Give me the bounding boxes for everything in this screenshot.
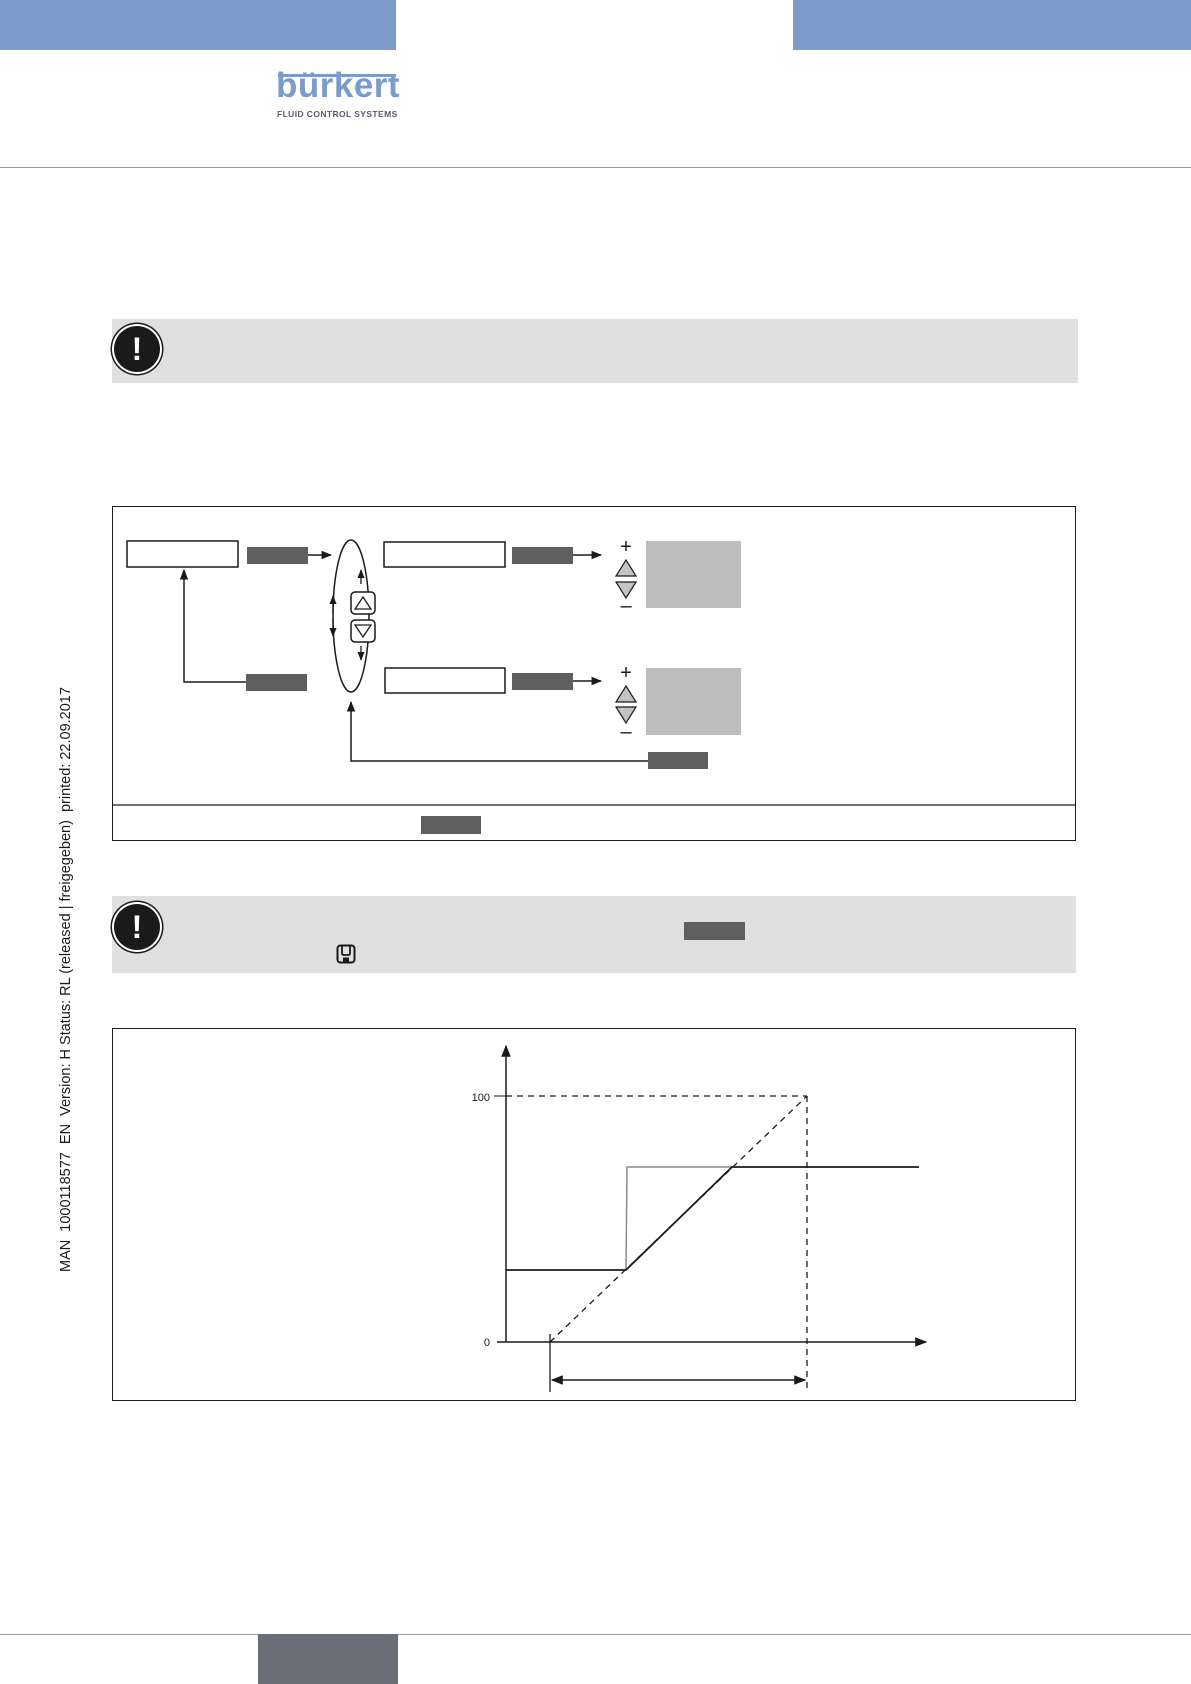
exclamation-icon: ! — [114, 904, 160, 950]
limited-characteristic-line — [506, 1167, 919, 1270]
y-tick-label-0: 0 — [483, 1337, 490, 1349]
minus-sign: – — [620, 595, 632, 617]
document-info: MAN 1000118577 EN Version: H Status: RL (released | freigegeben) printed: 22.09.2017 — [58, 687, 74, 1272]
plus-sign: + — [620, 536, 632, 558]
plus-sign: + — [620, 662, 632, 684]
footer-divider — [0, 1634, 1191, 1635]
y-tick-label-100: 100 — [471, 1092, 490, 1104]
logo-tagline: FLUID CONTROL SYSTEMS — [277, 109, 398, 119]
exclamation-icon: ! — [114, 326, 160, 372]
minus-sign: – — [620, 721, 632, 743]
footer-page-tab — [258, 1634, 398, 1684]
logo-wordmark: bürkert — [276, 66, 401, 105]
